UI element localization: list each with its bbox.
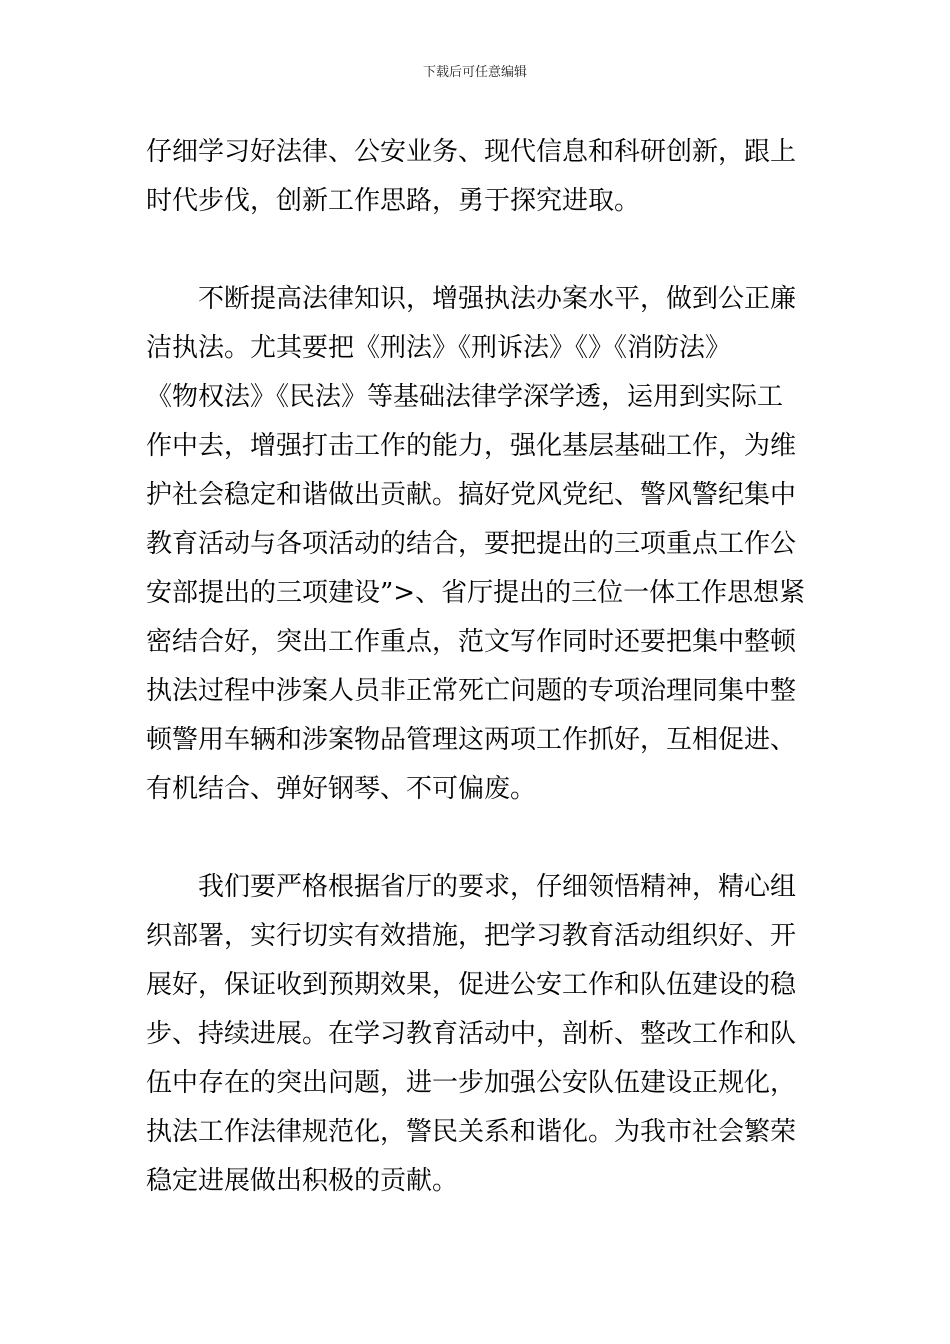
text-line: 教育活动与各项活动的结合，要把提出的三项重点工作公: [146, 529, 797, 559]
text-line: 《物权法》《民法》等基础法律学深学透，运用到实际工: [146, 382, 784, 412]
text-line: 作中去，增强打击工作的能力，强化基层基础工作，为维: [146, 431, 797, 461]
paragraph-1: [146, 128, 806, 226]
text-line: 展好，保证收到预期效果，促进公安工作和队伍建设的稳: [146, 970, 797, 1000]
text-line: 有机结合、弹好钢琴、不可偏废。: [146, 774, 537, 804]
paragraph-3: [146, 863, 806, 1206]
text-line: 稳定进展做出积极的贡献。: [146, 1166, 459, 1196]
page-header: 下载后可任意编辑: [422, 65, 527, 80]
paragraph-2: [146, 275, 806, 814]
text-line: 伍中存在的突出问题，进一步加强公安队伍建设正规化，: [146, 1068, 797, 1098]
text-line: 织部署，实行切实有效措施，把学习教育活动组织好、开: [146, 921, 797, 951]
text-line: 步、持续进展。在学习教育活动中，剖析、整改工作和队: [146, 1019, 797, 1049]
text-line: 安部提出的三项建设”>、省厅提出的三位一体工作思想紧: [146, 578, 806, 608]
text-line: 仔细学习好法律、公安业务、现代信息和科研创新，跟上: [146, 137, 797, 167]
text-line: 密结合好，突出工作重点，范文写作同时还要把集中整顿: [146, 627, 797, 657]
text-line: 执法过程中涉案人员非正常死亡问题的专项治理同集中整: [146, 676, 797, 706]
text-line: 不断提高法律知识，增强执法办案水平，做到公正廉: [198, 284, 797, 314]
text-line: 时代步伐，创新工作思路，勇于探究进取。: [146, 186, 641, 216]
text-line: 顿警用车辆和涉案物品管理这两项工作抓好，互相促进、: [146, 725, 797, 755]
text-line: 我们要严格根据省厅的要求，仔细领悟精神，精心组: [198, 872, 797, 902]
text-line: 洁执法。尤其要把《刑法》《刑诉法》《》《消防法》: [146, 333, 732, 363]
document-body: [146, 128, 806, 1206]
text-line: 执法工作法律规范化，警民关系和谐化。为我市社会繁荣: [146, 1117, 797, 1147]
text-line: 护社会稳定和谐做出贡献。搞好党风党纪、警风警纪集中: [146, 480, 797, 510]
